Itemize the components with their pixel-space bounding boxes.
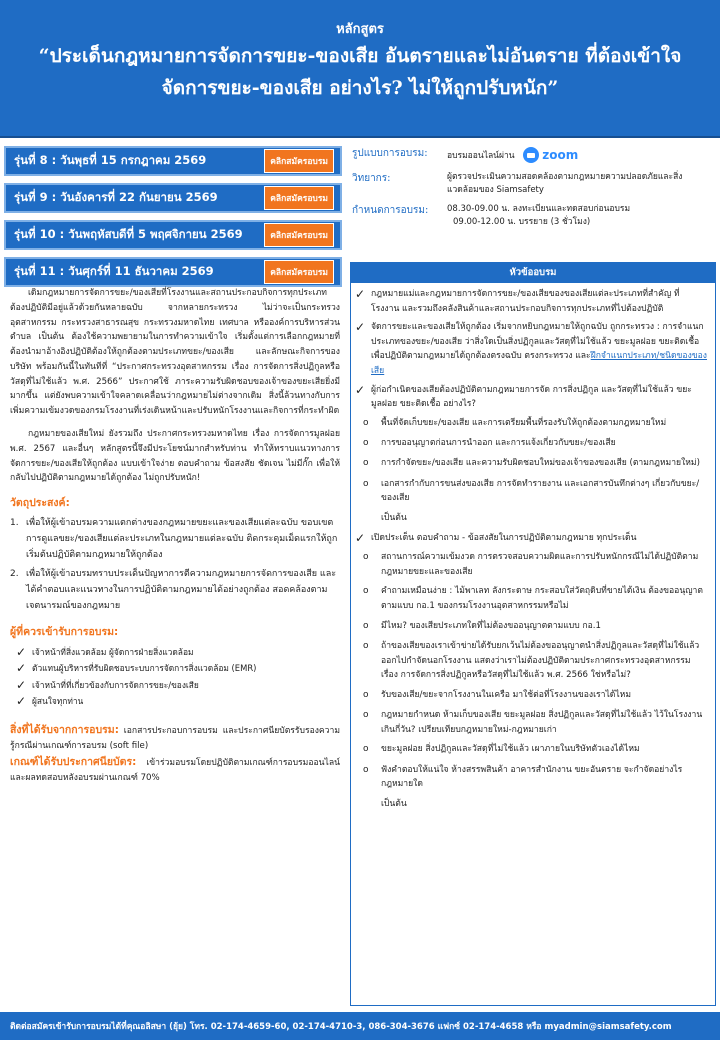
benefits-text: เอกสารประกอบการอบรม และประกาศนียบัตรรับรองความรู้กรณีผ่านเกณฑ์การอบรม (soft file) bbox=[10, 725, 340, 751]
circle-bullet-icon: o bbox=[363, 689, 369, 700]
checkmark-icon: ✓ bbox=[355, 382, 366, 397]
objectives-title: วัตถุประสงค์: bbox=[10, 497, 70, 510]
subitem-text: กฎหมายกำหนด ห้ามเก็บของเสีย ขยะมูลฝอย สิ่งปฏิกูลและวัสดุที่ไม่ใช้แล้ว ไว้ในโรงงาน เกินกี่วัน? เปรียบเทียบกฎหมายใหม่-กฎหมายเก่า bbox=[381, 710, 703, 735]
objective-number: 1. bbox=[10, 518, 19, 529]
checkmark-icon: ✓ bbox=[355, 530, 366, 545]
round-label: รุ่นที่ 11 : วันศุกร์ที่ 11 ธันวาคม 2569 bbox=[14, 264, 214, 278]
subitem-text: เอกสารกำกับการขนส่งของเสีย การจัดทำรายงาน และเอกสารบันทึกต่างๆ เกี่ยวกับขยะ/ของเสีย bbox=[381, 478, 700, 504]
circle-bullet-icon: o bbox=[363, 620, 369, 631]
subitem-text: คำถามเหมือนง่าย : ไม้พาเลท ลังกระดาษ กระสอบใส่วัตถุดิบที่ขายได้เงิน ต้องขออนุญาตตามแบบ กอ.1 ของกรมโรงงานอุตสาหกรรมหรือไม่ bbox=[381, 586, 703, 612]
circle-bullet-icon: o bbox=[363, 438, 369, 449]
zoom-wordmark: zoom bbox=[542, 148, 579, 162]
course-title-line-2: จัดการขยะ-ของเสีย อย่างไร? ไม่ให้ถูกปรับหนัก” bbox=[161, 76, 559, 99]
subitem-text: ฟังคำตอบให้แน่ใจ ห้างสรรพสินค้า อาคารสำนักงาน ขยะอันตราย จะกำจัดอย่างไร กฎหมายใด bbox=[381, 764, 683, 790]
topic-subitem bbox=[363, 550, 707, 579]
subitem-text: การกำจัดขยะ/ของเสีย และความรับผิดชอบใหม่ของเจ้าของของเสีย (ตามกฎหมายใหม่) bbox=[381, 458, 700, 469]
topic-subitem bbox=[363, 436, 707, 451]
audience-list bbox=[10, 645, 340, 709]
topic-subitem bbox=[363, 763, 707, 792]
objective-text: เพื่อให้ผู้เข้าอบรมทราบประเด็นปัญหาการตีความกฎหมายการจัดการของเสีย และได้คำตอบและแนวทางในการปฏิบัติตามกฎหมายได้อย่างถูกต้อง สอดคล้องตามเจตนารมณ์ของกฎหมาย bbox=[26, 569, 337, 611]
contact-text: ติดต่อสมัครเข้ารับการอบรมได้ที่คุณอลิสษา (ยุ้ย) โทร. 02-174-4659-60, 02-174-4710-3, 086-304-3676 แฟกซ์ 02-174-4658 หรือ myadmin@siamsafety.com bbox=[10, 1022, 672, 1032]
objective-item bbox=[10, 516, 340, 563]
certificate-title: เกณฑ์ได้รับประกาศนียบัตร: bbox=[10, 756, 137, 769]
zoom-camera-icon bbox=[523, 147, 539, 163]
register-button[interactable]: คลิกสมัครอบรม bbox=[264, 186, 334, 210]
etc-label: เป็นต้น bbox=[381, 798, 407, 809]
intro-paragraph-2: กฎหมายของเสียใหม่ ยังรวมถึง ประกาศกระทรวงมหาดไทย เรื่อง การจัดการมูลฝอย พ.ศ. 2567 และอื่นๆ หลักสูตรนี้จึงมีประโยชน์มากสำหรับท่าน ทำให้ทราบแนวทางการจัดการขยะ/ของเสียให้ถูกต้อง แบบเข้าใจง่าย ตอบคำถาม ข้อสงสัย ชัดเจน ไม่มีกั๊ก เพื่อให้กลับไปปฏิบัติตามกฎหมายได้ถูกต้อง ไม่ถูกปรับหนัก! bbox=[10, 429, 340, 484]
objectives-list bbox=[10, 516, 340, 615]
intro-paragraph-1: เดิมกฎหมายการจัดการขยะ/ของเสียที่โรงงานและสถานประกอบกิจการทุกประเภทต้องปฏิบัติมีอยู่แล้วด้วยกันหลายฉบับ จากหลายกระทรวง ไม่ว่าจะเป็นกระทรวงอุตสาหกรรม กระทรวงสาธารณสุข กระทรวงมหาดไทย เทศบาล หรือองค์การบริหารส่วนตำบล เป็นต้น ต้องใช้ความพยายามในการทำความเข้าใจ เริ่มตั้งแต่การเลือกกฎหมายที่ต้องนำมาอ้างอิงปฏิบัติต้องให้ถูกต้องตามประเภทขยะ/ของเสีย และลักษณะกิจการของบริษัท พร้อมกันนี้ในทันทีที่ “ประกาศกระทรวงอุตสาหกรรม เรื่อง การจัดการสิ่งปฏิกูลหรือวัสดุที่ไม่ใช้แล้ว พ.ศ. 2566” ประกาศใช้ ภาระความรับผิดชอบของเจ้าของขยะเสียยิ่งมีมากขึ้น แต่ยังพบความเข้าใจคลาดเคลื่อนว่ากฎหมายไม่ต่างจากเดิม สิ่งนี้ล้วนทางกับการเพิ่มความเข้มงวดของกรมโรงงานที่เร่งเดินหน้าและปรับหนักโรงงานและกิจการที่กระทำผิด bbox=[10, 288, 340, 417]
audience-text: ตัวแทนผู้บริหารที่รับผิดชอบระบบการจัดการสิ่งแวดล้อม (EMR) bbox=[32, 663, 257, 674]
topics-header: หัวข้ออบรม bbox=[351, 263, 715, 283]
subitem-text: รับของเสีย/ขยะจากโรงงานในเครือ มาใช้ต่อที่โรงงานของเราได้ไหม bbox=[381, 689, 632, 700]
subitem-text: สถานการณ์ความเข้มงวด การตรวจสอบความผิดและการปรับหนักกรณีไม่ได้ปฏิบัติตามกฎหมายขยะและของเสีย bbox=[381, 552, 699, 577]
topic-text: ผู้ก่อกำเนิดของเสียต้องปฏิบัติตามกฎหมายการจัด การสิ่งปฏิกูล และวัสดุที่ไม่ใช้แล้ว ขยะมูลฝอย ขยะติดเชื้อ อย่างไร? bbox=[371, 384, 692, 410]
checkmark-icon: ✓ bbox=[355, 287, 366, 301]
training-format-row bbox=[352, 146, 714, 165]
circle-bullet-icon: o bbox=[363, 710, 369, 721]
topics-body bbox=[351, 283, 715, 811]
course-kicker: หลักสูตร bbox=[336, 22, 384, 37]
topic-text: กฎหมายแม่และกฎหมายการจัดการขยะ/ของเสียของของเสียแต่ละประเภทที่สำคัญ ที่โรงงาน และรวมถึงคลังสินค้าและสถานประกอบกิจการทุกประเภทที่ไปต้องปฏิบัติ bbox=[371, 289, 680, 314]
checkmark-icon: ✓ bbox=[355, 320, 366, 335]
certificate-text: เข้าร่วมอบรมโดยปฏิบัติตามเกณฑ์การอบรมออนไลน์และผลทดสอบหลังอบรมผ่านเกณฑ์ 70% bbox=[10, 758, 340, 784]
speaker-value: ผู้ตรวจประเมินความสอดคล้องตามกฎหมายความปลอดภัยและสิ่งแวดล้อมของ Siamsafety bbox=[447, 171, 683, 195]
benefits-title: สิ่งที่ได้รับจากการอบรม: bbox=[10, 723, 119, 736]
circle-bullet-icon: o bbox=[363, 458, 369, 469]
objective-number: 2. bbox=[10, 569, 19, 580]
audience-item bbox=[10, 694, 340, 708]
topic-subitem bbox=[363, 708, 707, 737]
left-column bbox=[10, 286, 340, 794]
register-button[interactable]: คลิกสมัครอบรม bbox=[264, 223, 334, 247]
audience-title: ผู้ที่ควรเข้ารับการอบรม: bbox=[10, 625, 119, 638]
audience-item bbox=[10, 678, 340, 692]
audience-text: ผู้สนใจทุกท่าน bbox=[32, 696, 84, 707]
checkmark-icon: ✓ bbox=[16, 644, 27, 659]
circle-bullet-icon: o bbox=[363, 640, 369, 651]
speaker-row bbox=[352, 171, 714, 197]
classification-practice-link[interactable]: ฝึกจำแนกประเภท/ชนิดของของเสีย bbox=[371, 351, 708, 377]
training-format-text: อบรมออนไลน์ผ่าน bbox=[447, 150, 515, 161]
round-10 bbox=[4, 220, 342, 250]
topic-subitem bbox=[363, 688, 707, 703]
subitem-text: ถ้าของเสียของเราเข้าข่ายได้รับยกเว้นไม่ต้องขออนุญาตนำสิ่งปฏิกูลและวัสดุที่ไม่ใช้แล้วออกไปกำจัดนอกโรงงาน แสดงว่าเราไม่ต้องปฏิบัติตามประกาศกระทรวงอุตสาหกรรม เรื่อง การจัดการสิ่งปฏิกูลหรือวัสดุที่ไม่ใช้แล้ว พ.ศ. 2566 ใช่หรือไม่? bbox=[381, 640, 700, 681]
topic-text: จัดการขยะและของเสียให้ถูกต้อง เริ่มจากหยิบกฎหมายให้ถูกฉบับ ถูกกระทรวง : การจำแนกประเภทของขยะ/ของเสีย ว่าสิ่งใดเป็นสิ่งปฏิกูลและวัสดุที่ไม่ใช้แล้ว ขยะมูลฝอย ขยะติดเชื้อ เพื่อปฏิบัติตามกฎหมายได้ถูกต้องตรงฉบับ ตรงกระทรวง และ bbox=[371, 322, 704, 362]
topic-subitem bbox=[363, 477, 707, 506]
topic-item bbox=[355, 287, 707, 316]
topic-subitem bbox=[363, 456, 707, 471]
speaker-key: วิทยากร: bbox=[352, 172, 391, 184]
register-button[interactable]: คลิกสมัครอบรม bbox=[264, 260, 334, 284]
objective-item bbox=[10, 567, 340, 614]
audience-text: เจ้าหน้าที่สิ่งแวดล้อม ผู้จัดการฝ่ายสิ่งแวดล้อม bbox=[32, 646, 194, 657]
topic-item bbox=[355, 531, 707, 547]
register-button[interactable]: คลิกสมัครอบรม bbox=[264, 149, 334, 173]
topic-subitem bbox=[363, 584, 707, 613]
circle-bullet-icon: o bbox=[363, 744, 369, 755]
zoom-logo bbox=[523, 146, 578, 165]
topics-box bbox=[350, 262, 716, 1006]
schedule-row bbox=[352, 203, 714, 229]
schedule-item: 08.30-09.00 น. ลงทะเบียนและทดสอบก่อนอบรม bbox=[447, 203, 631, 214]
subitem-text: การขออนุญาตก่อนการนำออก และการแจ้งเกี่ยวกับขยะ/ของเสีย bbox=[381, 438, 616, 449]
round-label: รุ่นที่ 8 : วันพุธที่ 15 กรกฎาคม 2569 bbox=[14, 153, 207, 167]
circle-bullet-icon: o bbox=[363, 417, 369, 428]
topic-item bbox=[355, 383, 707, 412]
topic-subitem bbox=[363, 416, 707, 431]
benefits-paragraph bbox=[10, 721, 340, 787]
round-label: รุ่นที่ 10 : วันพฤหัสบดีที่ 5 พฤศจิกายน 2569 bbox=[14, 227, 243, 241]
subitem-text: พื้นที่จัดเก็บขยะ/ของเสีย และการเตรียมพื้นที่รองรับให้ถูกต้องตามกฎหมายใหม่ bbox=[381, 417, 667, 428]
audience-item bbox=[10, 645, 340, 659]
course-title-line-1: “ประเด็นกฎหมายการจัดการขยะ-ของเสีย อันตรายและไม่อันตราย ที่ต้องเข้าใจ bbox=[38, 45, 682, 67]
schedule-key: กำหนดการอบรม: bbox=[352, 204, 429, 216]
etc-label: เป็นต้น bbox=[381, 512, 407, 523]
course-info bbox=[352, 146, 714, 235]
audience-item bbox=[10, 661, 340, 675]
checkmark-icon: ✓ bbox=[16, 694, 27, 709]
topic-subitem bbox=[363, 742, 707, 757]
circle-bullet-icon: o bbox=[363, 552, 369, 563]
topic-subitem bbox=[363, 639, 707, 683]
circle-bullet-icon: o bbox=[363, 586, 369, 597]
topic-subitem bbox=[363, 619, 707, 634]
checkmark-icon: ✓ bbox=[16, 661, 27, 676]
schedule-item: 09.00-12.00 น. บรรยาย (3 ชั่วโมง) bbox=[453, 217, 591, 228]
round-label: รุ่นที่ 9 : วันอังคารที่ 22 กันยายน 2569 bbox=[14, 190, 218, 204]
training-format-key: รูปแบบการอบรม: bbox=[352, 148, 428, 159]
topic-text: เปิดประเด็น ตอบคำถาม - ข้อสงสัยในการปฏิบัติตามกฎหมาย ทุกประเด็น bbox=[371, 532, 637, 543]
circle-bullet-icon: o bbox=[363, 764, 369, 775]
round-8 bbox=[4, 146, 342, 176]
training-format-value bbox=[447, 146, 578, 165]
round-11 bbox=[4, 257, 342, 287]
schedule-value bbox=[447, 203, 630, 229]
session-rounds bbox=[4, 146, 342, 294]
subitem-text: มีไหม? ของเสียประเภทใดที่ไม่ต้องขออนุญาตตามแบบ กอ.1 bbox=[381, 620, 601, 631]
topic-item bbox=[355, 320, 707, 378]
circle-bullet-icon: o bbox=[363, 478, 369, 489]
subitem-text: ขยะมูลฝอย สิ่งปฏิกูลและวัสดุที่ไม่ใช้แล้ว เผาภายในบริษัทตัวเองได้ไหม bbox=[381, 744, 640, 755]
topic-text-wrap bbox=[371, 320, 707, 378]
checkmark-icon: ✓ bbox=[16, 677, 27, 692]
objective-text: เพื่อให้ผู้เข้าอบรมความแตกต่างของกฎหมายขยะและของเสียแต่ละฉบับ ขอบเขตการดูแลขยะ/ของเสียแต่ละประเภทในกฎหมายแต่ละฉบับ ติดกระดุมเม็ดแรกให้ถูก เริ่มต้นปฏิบัติตามกฎหมายให้ถูกต้อง bbox=[26, 518, 338, 560]
course-header bbox=[0, 0, 720, 138]
round-9 bbox=[4, 183, 342, 213]
contact-footer bbox=[0, 1012, 720, 1040]
audience-text: เจ้าหน้าที่ที่เกี่ยวข้องกับการจัดการขยะ/ของเสีย bbox=[32, 679, 199, 690]
